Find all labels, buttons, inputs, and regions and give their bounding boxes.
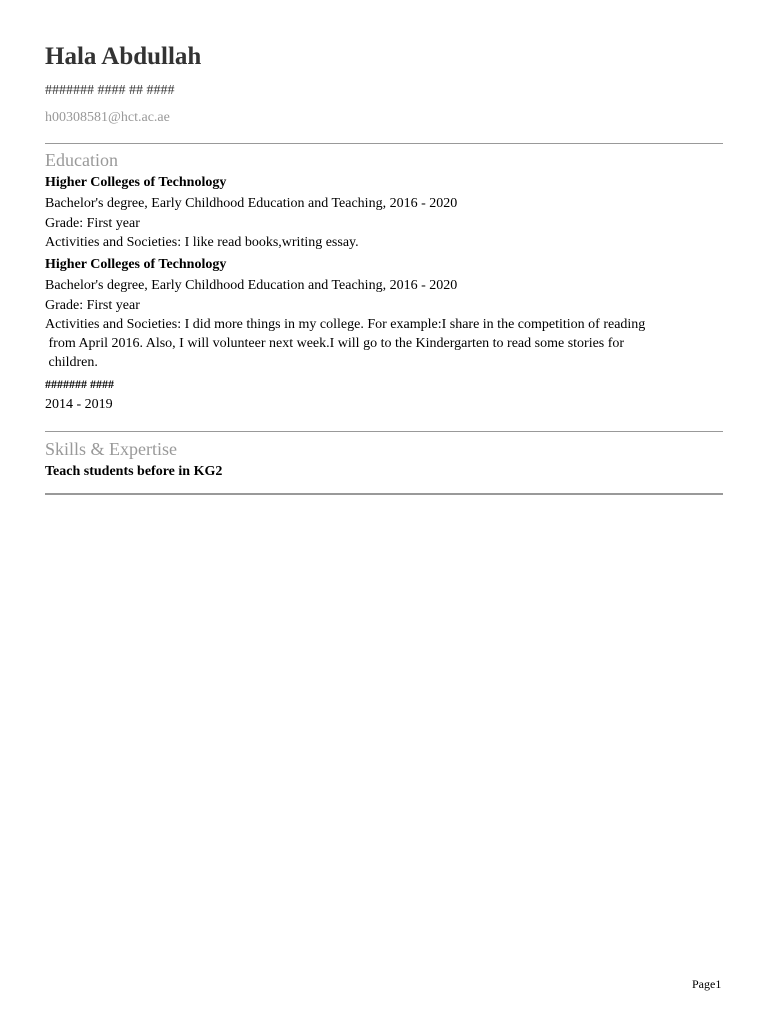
divider xyxy=(45,143,723,144)
profile-headline: ####### #### ## #### xyxy=(45,83,175,98)
education-grade: Grade: First year xyxy=(45,298,140,313)
education-activities-line: Activities and Societies: I did more things in my college. For example:I share in the competition of reading xyxy=(45,317,646,332)
education-activities: Activities and Societies: I like read books,writing essay. xyxy=(45,235,359,250)
education-school: Higher Colleges of Technology xyxy=(45,175,227,190)
education-degree: Bachelor's degree, Early Childhood Education and Teaching, 2016 - 2020 xyxy=(45,196,458,211)
skill-item: Teach students before in KG2 xyxy=(45,464,223,479)
education-section-title: Education xyxy=(45,150,118,170)
skills-section-title: Skills & Expertise xyxy=(45,439,177,459)
education-degree: 2014 - 2019 xyxy=(45,397,113,412)
page-number: Page1 xyxy=(692,977,722,991)
education-school: Higher Colleges of Technology xyxy=(45,257,227,272)
profile-name: Hala Abdullah xyxy=(45,43,202,70)
divider xyxy=(45,431,723,432)
profile-email[interactable]: h00308581@hct.ac.ae xyxy=(45,110,170,125)
education-grade: Grade: First year xyxy=(45,216,140,231)
education-activities-line: children. xyxy=(45,355,98,370)
education-school: ####### #### xyxy=(45,377,114,391)
education-activities-line: from April 2016. Also, I will volunteer next week.I will go to the Kindergarten to read some stories for xyxy=(45,336,625,351)
education-degree: Bachelor's degree, Early Childhood Education and Teaching, 2016 - 2020 xyxy=(45,278,458,293)
divider xyxy=(45,493,723,495)
